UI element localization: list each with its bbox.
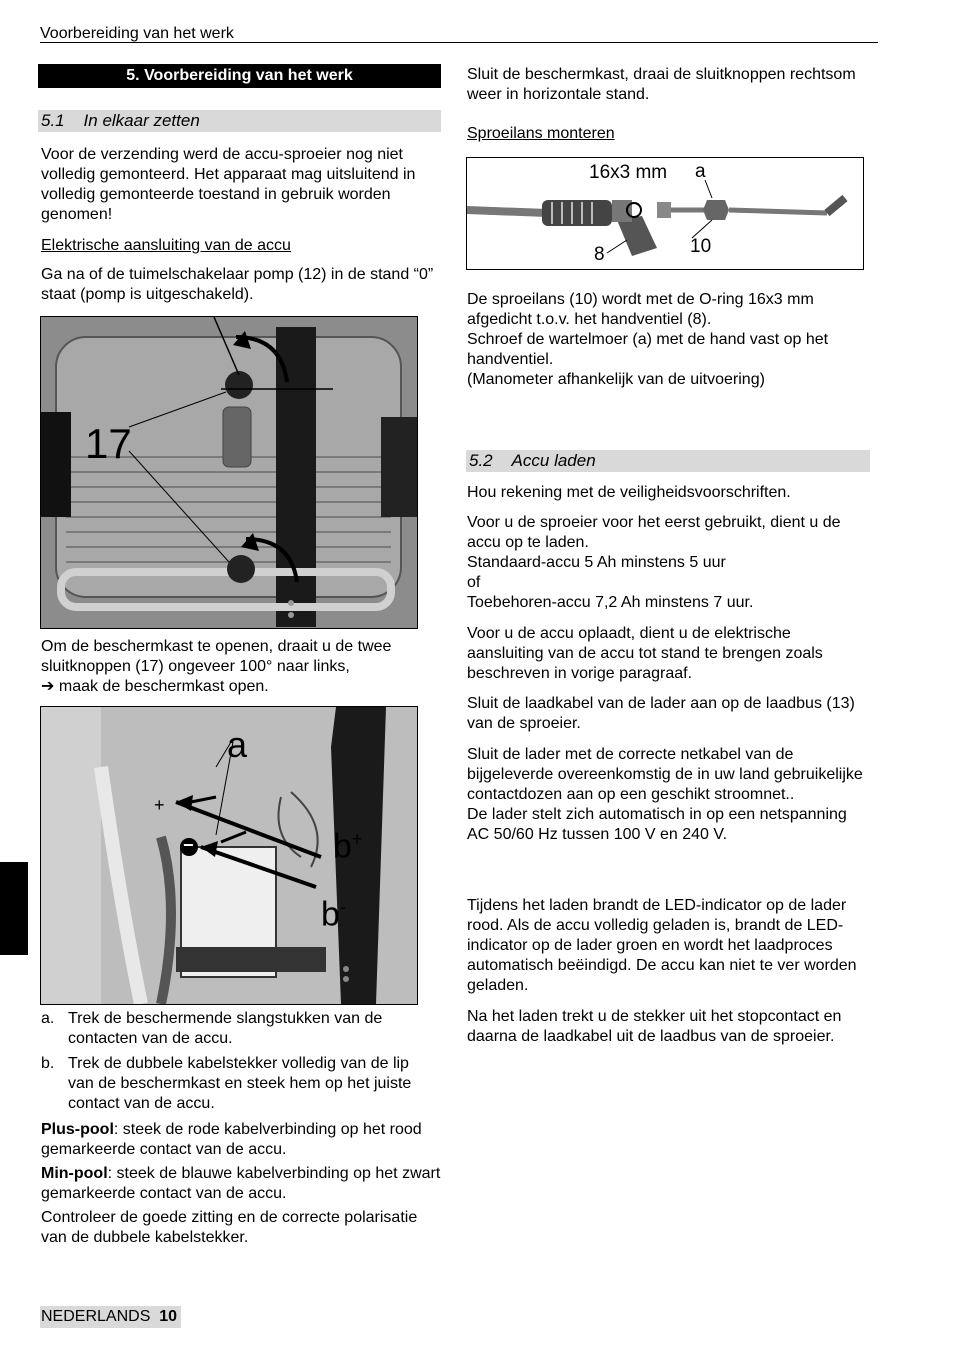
figure-label-17: 17 <box>85 420 132 467</box>
subsection-number: 5.1 <box>41 111 65 130</box>
plus-pole-label: Plus-pool <box>41 1121 114 1138</box>
b-plus-letter: b <box>333 827 352 866</box>
first-charge-paragraph <box>467 513 867 613</box>
open-case-text-2: maak de beschermkast open. <box>58 678 269 695</box>
electric-connection-heading: Elektrische aansluiting van de accu <box>41 237 291 254</box>
minus-pole-paragraph <box>41 1164 441 1204</box>
lance-text-block <box>467 290 872 390</box>
arrow-right-icon: ➔ <box>41 678 55 695</box>
switch-check-paragraph: Ga na of de tuimelschakelaar pomp (12) in de stand “0” staat (pomp is uitgeschakeld). <box>41 266 434 303</box>
list-marker: a. <box>41 1010 55 1027</box>
check-paragraph: Controleer de goede zitting en de correcte polarisatie van de dubbele kabelstekker. <box>41 1209 418 1246</box>
figure-label-b-minus <box>321 887 346 934</box>
close-case-paragraph: Sluit de beschermkast, draai de sluitknoppen rechtsom weer in horizontale stand. <box>467 66 856 103</box>
before-charge-paragraph: Voor u de accu oplaadt, dient u de elektrische aansluiting van de accu tot stand te brengen zoals beschreven in vorige paragraaf. <box>467 625 823 682</box>
subsection-number: 5.2 <box>469 451 493 470</box>
open-case-text: Om de beschermkast te openen, draait u de twee sluitknoppen (17) ongeveer 100° naar links, <box>41 638 392 675</box>
list-text: Trek de dubbele kabelstekker volledig van de lip van de beschermkast en steek hem op het juiste contact van de accu. <box>68 1055 412 1112</box>
lance-heading: Sproeilans monteren <box>467 125 615 142</box>
subsection-5-2-heading <box>466 450 870 472</box>
minus-pole-text: : steek de blauwe kabelverbinding op het zwart gemarkeerde contact van de accu. <box>41 1165 441 1202</box>
minus-sign-label: − <box>183 835 194 855</box>
lance-manometer-text: (Manometer afhankelijk van de uitvoering) <box>467 371 765 388</box>
open-case-paragraph <box>41 637 436 697</box>
plus-pole-text: : steek de rode kabelverbinding op het rood gemarkeerde contact van de accu. <box>41 1121 422 1158</box>
figure-label-b-plus <box>333 819 362 866</box>
section-title: 5. Voorbereiding van het werk <box>38 64 441 88</box>
accessory-battery-text: Toebehoren-accu 7,2 Ah minstens 7 uur. <box>467 594 754 611</box>
figure-protective-case <box>40 316 418 629</box>
plus-sign-label: + <box>154 795 165 815</box>
b-minus-letter: b <box>321 895 340 934</box>
mains-voltage-text: De lader stelt zich automatisch in op een netspanning AC 50/60 Hz tussen 100 V en 240 V. <box>467 806 847 843</box>
mains-connect-text: Sluit de lader met de correcte netkabel van de bijgeleverde overeenkomstig de in uw land gebruikelijke contactdozen aan op een geschikt stroomnet.. <box>467 746 863 803</box>
figure-label-a: a <box>227 724 248 765</box>
list-marker: b. <box>41 1055 55 1072</box>
b-minus-sup: - <box>339 897 346 917</box>
subsection-title: Accu laden <box>511 451 596 470</box>
plus-pole-paragraph <box>41 1120 441 1160</box>
led-indicator-paragraph: Tijdens het laden brandt de LED-indicator op de lader rood. Als de accu volledig geladen is, brandt de LED-indicator op de lader groen en wordt het laadproces automatisch beëindigd. De accu kan niet te ver worden geladen. <box>467 897 857 994</box>
figure-battery-connection <box>40 706 418 1005</box>
steps-list <box>41 1009 436 1114</box>
first-charge-text: Voor u de sproeier voor het eerst gebruikt, dient u de accu op te laden. <box>467 514 841 551</box>
list-item <box>41 1009 436 1049</box>
minus-pole-label: Min-pool <box>41 1165 108 1182</box>
or-text: of <box>467 574 481 591</box>
charging-cable-paragraph: Sluit de laadkabel van de lader aan op de laadbus (13) van de sproeier. <box>467 695 855 732</box>
lance-label-8: 8 <box>594 244 605 265</box>
safety-paragraph: Hou rekening met de veiligheidsvoorschriften. <box>467 484 791 501</box>
lance-label-10: 10 <box>690 236 712 257</box>
figure-spray-lance <box>466 157 864 270</box>
header-rule <box>40 42 878 43</box>
list-text: Trek de beschermende slangstukken van de contacten van de accu. <box>68 1010 383 1047</box>
standard-battery-text: Standaard-accu 5 Ah minstens 5 uur <box>467 554 726 571</box>
lance-nut-text: Schroef de wartelmoer (a) met de hand vast op het handventiel. <box>467 331 829 368</box>
running-header: Voorbereiding van het werk <box>40 25 234 42</box>
oring-size-label: 16x3 mm <box>589 162 668 183</box>
lance-label-a: a <box>695 161 706 182</box>
lance-seal-text: De sproeilans (10) wordt met de O-ring 16x3 mm afgedicht t.o.v. het handventiel (8). <box>467 291 814 328</box>
after-charge-paragraph: Na het laden trekt u de stekker uit het stopcontact en daarna de laadkabel uit de laadbus van de sproeier. <box>467 1008 842 1045</box>
intro-paragraph: Voor de verzending werd de accu-sproeier nog niet volledig gemonteerd. Het apparaat mag uitsluitend in volledig gemonteerde toestand in gebruik worden genomen! <box>41 146 416 223</box>
page-number: 10 <box>159 1308 178 1325</box>
subsection-5-1-heading <box>38 110 441 132</box>
b-plus-sup: + <box>351 829 363 849</box>
mains-paragraph <box>467 745 867 845</box>
subsection-title: In elkaar zetten <box>83 111 200 130</box>
footer-language: NEDERLANDS <box>41 1308 151 1325</box>
page-footer <box>40 1306 181 1328</box>
figure-protective-case-drawing <box>41 317 417 628</box>
list-item <box>41 1054 436 1114</box>
chapter-side-tab <box>0 862 28 955</box>
